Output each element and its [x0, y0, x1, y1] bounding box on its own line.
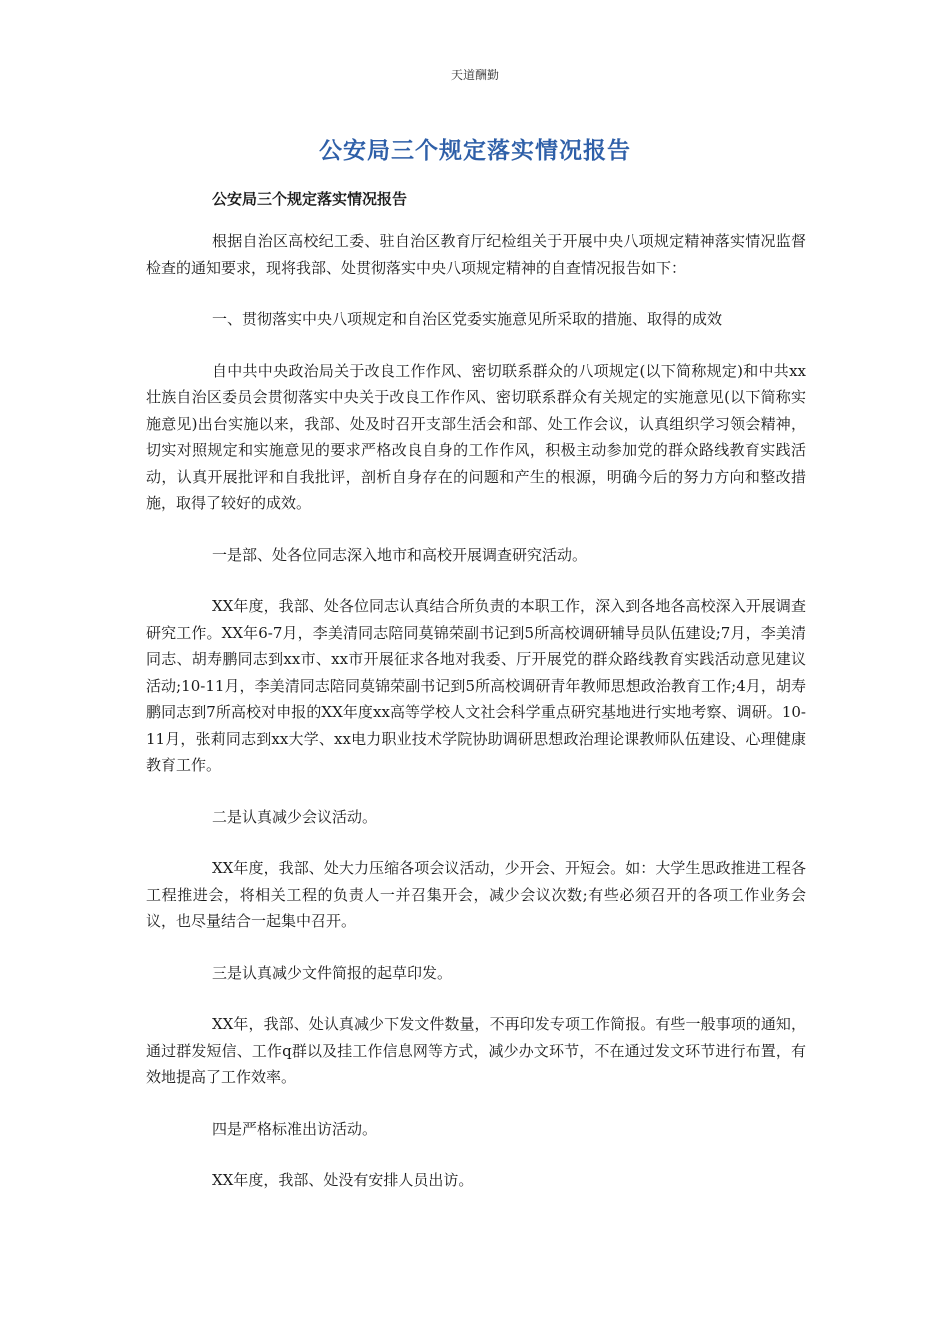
item-heading-meetings: 二是认真减少会议活动。: [212, 807, 378, 826]
paragraph-visits: XX年度，我部、处没有安排人员出访。: [212, 1171, 474, 1189]
paragraph-research: XX年度，我部、处各位同志认真结合所负责的本职工作，深入到各地各高校深入开展调查研究工作。XX年6-7月，李美清同志陪同莫锦荣副书记到5所高校调研辅导员队伍建设;7月，李美清同志、胡寿鹏同志到xx市、xx市开展征求各地对我委、厅开展党的群众路线教育实践活动意见建议活动;10-11月，李美清同志陪同莫锦荣副书记到5所高校调研青年教师思想政治教育工作;4月，胡寿鹏同志到7所高校对申报的XX年度xx高等学校人文社会科学重点研究基地进行实地考察、调研。10-11月，张莉同志到xx大学、xx电力职业技术学院协助调研思想政治理论课教师队伍建设、心理健康教育工作。: [146, 597, 806, 774]
paragraph-meetings: XX年度，我部、处大力压缩各项会议活动，少开会、开短会。如：大学生思政推进工程各工程推进会，将相关工程的负责人一并召集开会，减少会议次数;有些必须召开的各项工作业务会议，也尽量结合一起集中召开。: [146, 859, 806, 930]
paragraph-documents: XX年，我部、处认真减少下发文件数量，不再印发专项工作简报。有些一般事项的通知，通过群发短信、工作q群以及挂工作信息网等方式，减少办文环节，不在通过发文环节进行布置，有效地提高了工作效率。: [146, 1015, 806, 1086]
document-body: [146, 186, 806, 1219]
page-header: 天道酬勤: [450, 68, 499, 82]
document-subtitle: 公安局三个规定落实情况报告: [212, 190, 408, 208]
paragraph-intro: 根据自治区高校纪工委、驻自治区教育厅纪检组关于开展中央八项规定精神落实情况监督检查的通知要求，现将我部、处贯彻落实中央八项规定精神的自查情况报告如下：: [146, 232, 806, 277]
section-heading-measures: 一、贯彻落实中央八项规定和自治区党委实施意见所采取的措施、取得的成效: [212, 310, 723, 328]
item-heading-research: 一是部、处各位同志深入地市和高校开展调查研究活动。: [212, 545, 588, 564]
item-heading-visits: 四是严格标准出访活动。: [212, 1119, 378, 1138]
item-heading-documents: 三是认真减少文件简报的起草印发。: [212, 963, 453, 982]
document-title: 公安局三个规定落实情况报告: [319, 138, 631, 164]
paragraph-measures: 自中共中央政治局关于改良工作作风、密切联系群众的八项规定(以下简称规定)和中共xx壮族自治区委员会贯彻落实中央关于改良工作作风、密切联系群众有关规定的实施意见(以下简称实施意见)出台实施以来，我部、处及时召开支部生活会和部、处工作会议，认真组织学习领会精神，切实对照规定和实施意见的要求严格改良自身的工作作风，积极主动参加党的群众路线教育实践活动，认真开展批评和自我批评，剖析自身存在的问题和产生的根源，明确今后的努力方向和整改措施，取得了较好的成效。: [146, 361, 806, 512]
